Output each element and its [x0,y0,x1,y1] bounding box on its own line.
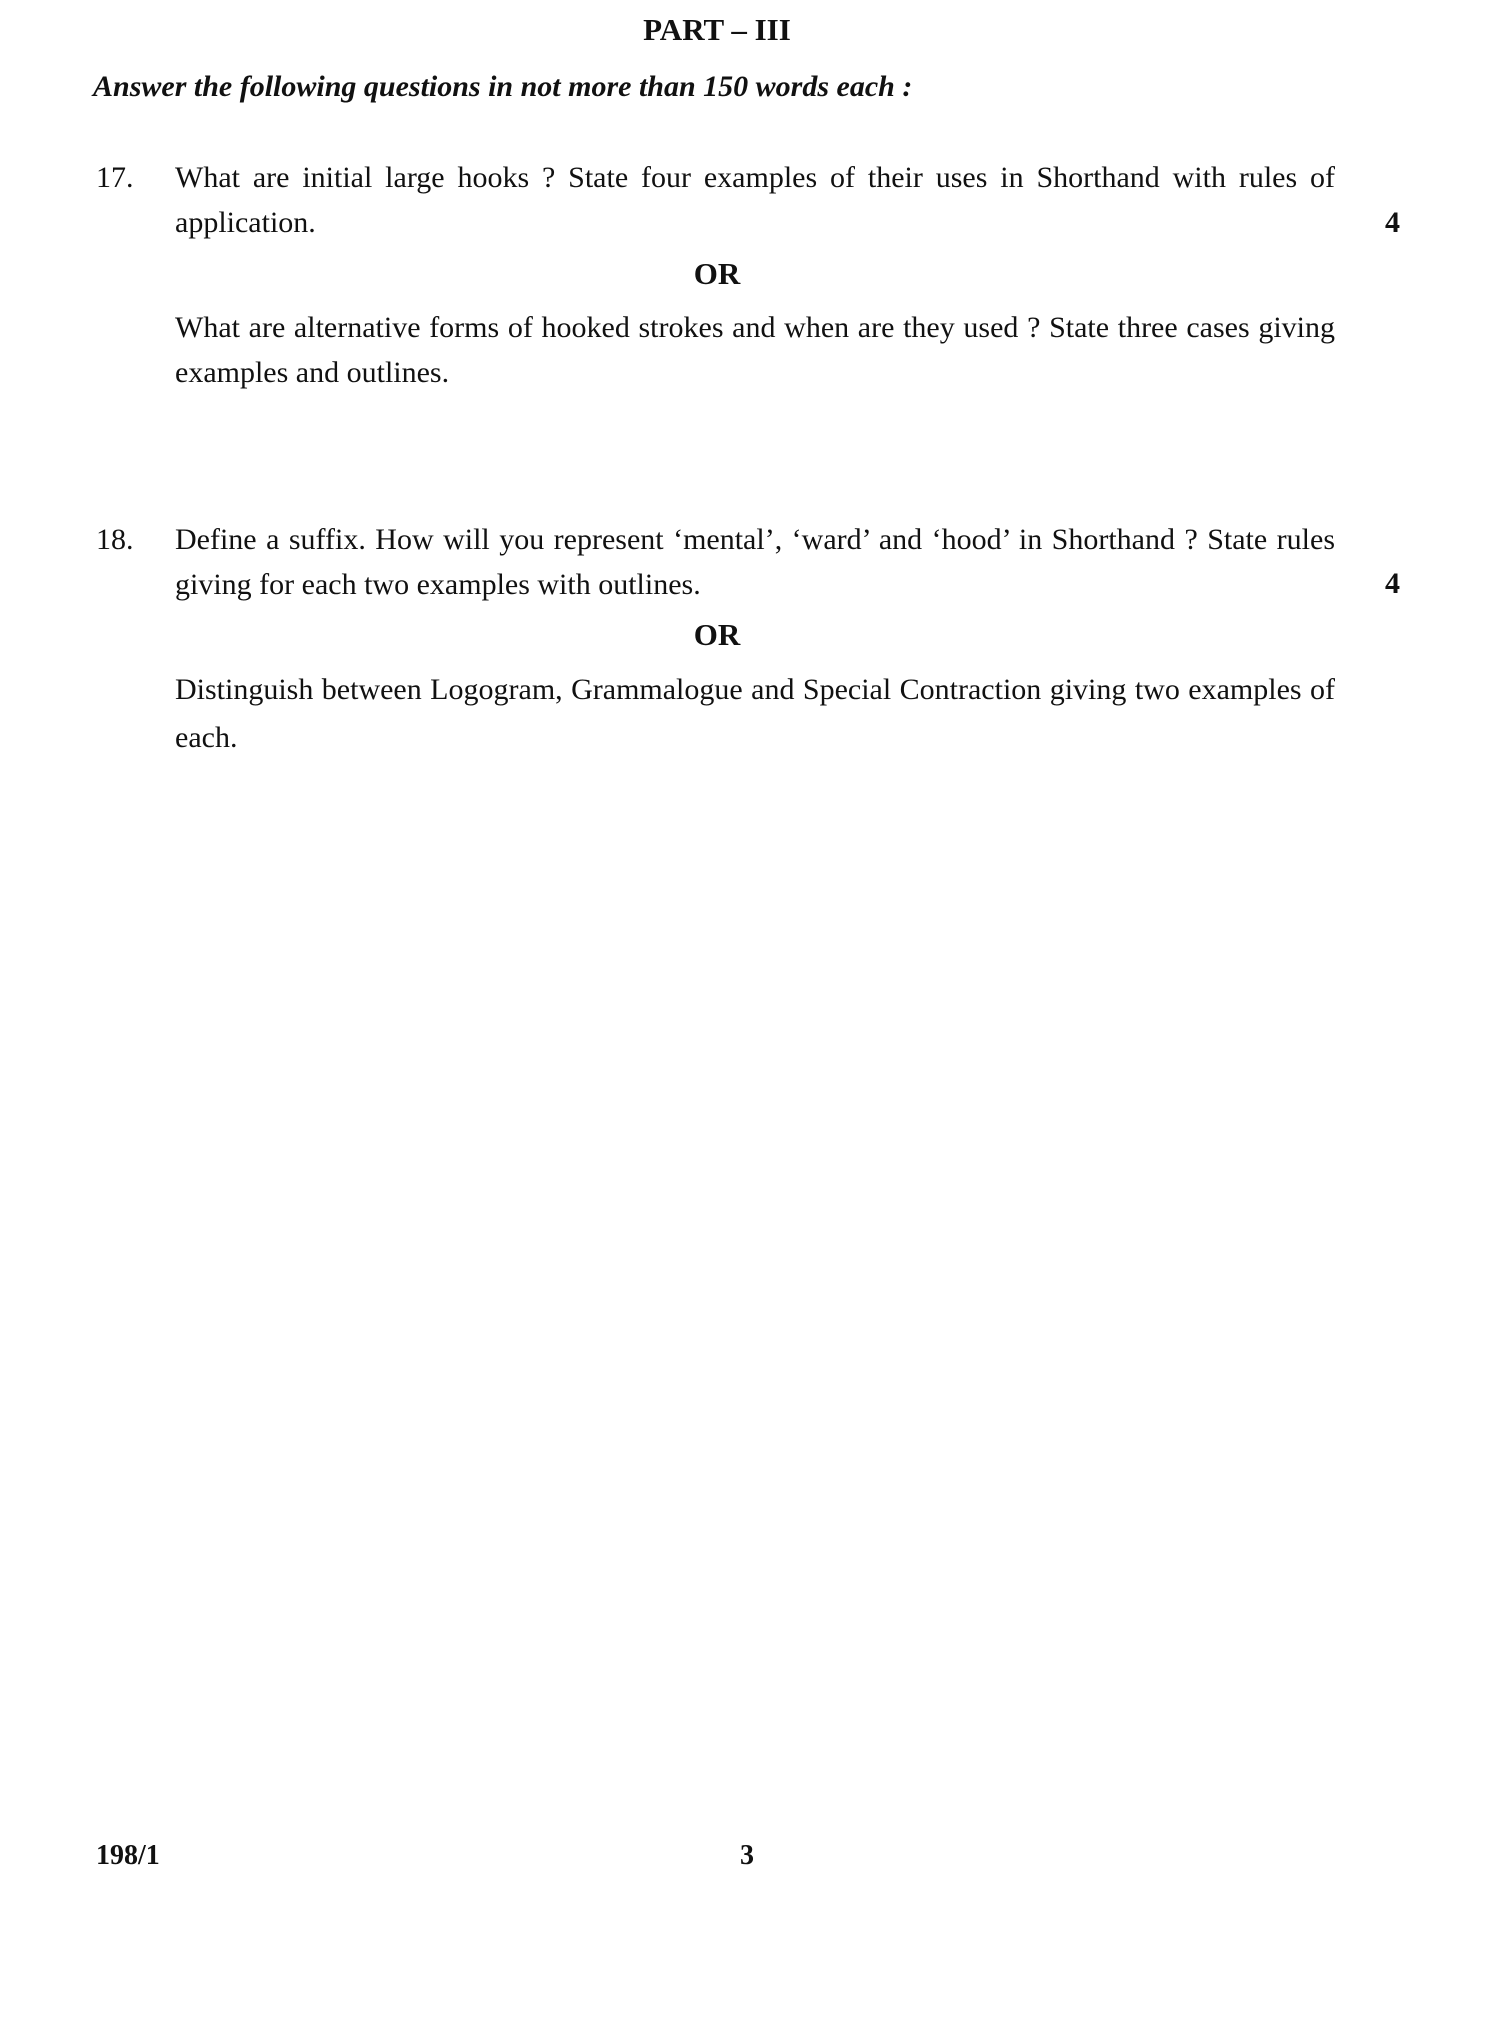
question-number: 17. [96,161,134,194]
part-title: PART – III [643,12,791,47]
alternative-question-text: What are alternative forms of hooked strokes and when are they used ? State three cases giving examples and outlines. [175,311,1335,389]
alternative-question-text: Distinguish between Logogram, Grammalogue and Special Contraction giving two examples of each. [175,673,1335,754]
question-marks: 4 [1385,567,1400,600]
question-number: 18. [96,523,134,556]
question-text: Define a suffix. How will you represent ‘mental’, ‘ward’ and ‘hood’ in Shorthand ? State rules giving for each two examples with outlines. [175,523,1335,601]
or-label: OR [693,617,741,652]
question-text: What are initial large hooks ? State four examples of their uses in Shorthand with rules of application. [175,161,1335,239]
page-number: 3 [740,1840,754,1871]
paper-code: 198/1 [96,1840,160,1871]
or-label: OR [693,256,741,291]
instruction: Answer the following questions in not more than 150 words each : [93,70,913,103]
question-marks: 4 [1385,206,1400,239]
